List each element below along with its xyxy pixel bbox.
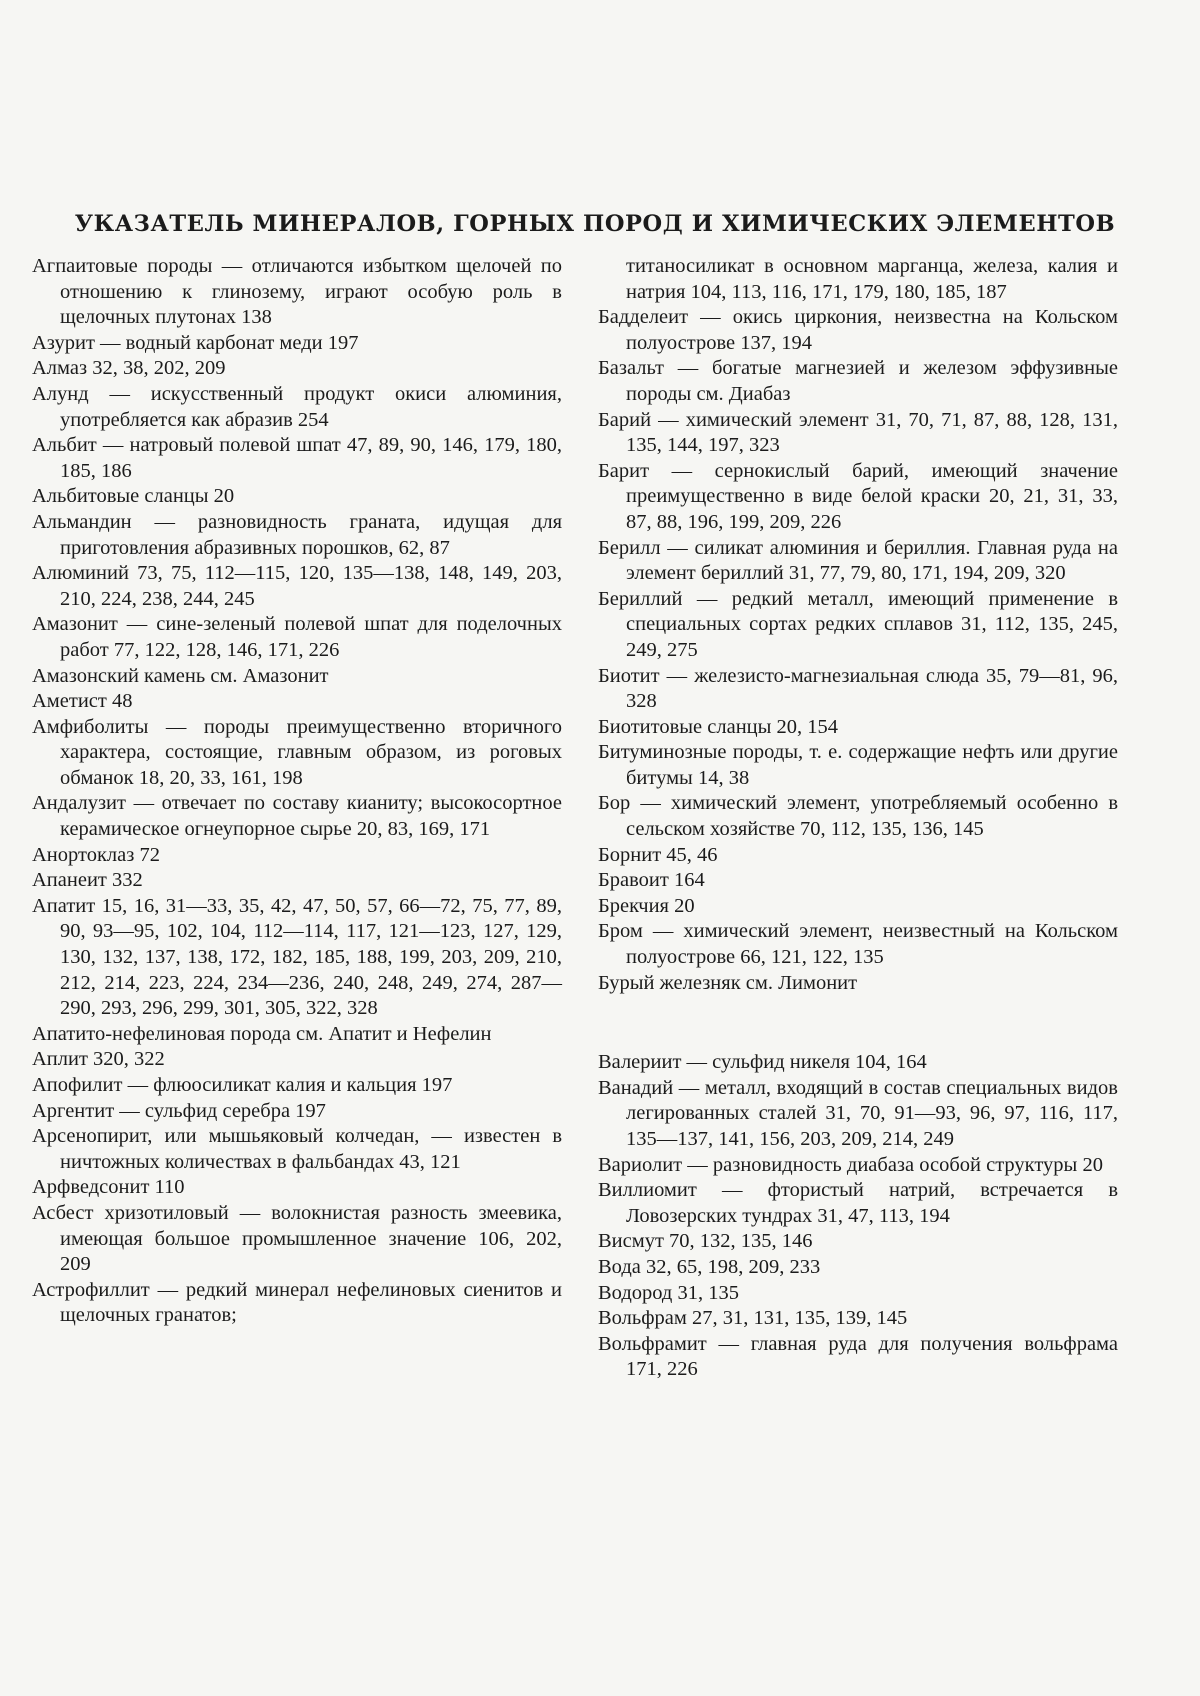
- index-entry: Агпаитовые породы — отличаются избытком щелочей по отношению к глинозему, играют особую роль в щелочных плутонах 138: [32, 255, 562, 329]
- index-entry-continuation: титаносиликат в основном марганца, железа, калия и натрия 104, 113, 116, 171, 179, 180, 185, 187: [626, 255, 1118, 303]
- index-section-v: [598, 1050, 1118, 1383]
- index-entry: Арсенопирит, или мышьяковый колчедан, — известен в ничтожных количествах в фальбандах 43, 121: [32, 1125, 562, 1173]
- index-entry: Водород 31, 135: [598, 1281, 739, 1304]
- index-entry: Барит — сернокислый барий, имеющий значение преимущественно в виде белой краски 20, 21, 31, 33, 87, 88, 196, 199, 209, 226: [598, 459, 1118, 533]
- index-entry: Виллиомит — фтористый натрий, встречается в Ловозерских тундрах 31, 47, 113, 194: [598, 1179, 1118, 1227]
- index-entry: Висмут 70, 132, 135, 146: [598, 1230, 813, 1253]
- index-entry: Бурый железняк см. Лимонит: [598, 971, 858, 994]
- index-entry: Барий — химический элемент 31, 70, 71, 87, 88, 128, 131, 135, 144, 197, 323: [598, 408, 1118, 457]
- index-entry: Апофилит — флюосиликат калия и кальция 197: [32, 1074, 453, 1096]
- index-entry: Бром — химический элемент, неизвестный на Кольском полуострове 66, 121, 122, 135: [598, 920, 1118, 969]
- index-entry: Валериит — сульфид никеля 104, 164: [598, 1051, 927, 1074]
- index-entry: Апанеит 332: [32, 869, 143, 892]
- index-entry: Битуминозные породы, т. е. содержащие нефть или другие битумы 14, 38: [598, 741, 1118, 789]
- index-entry: Бадделеит — окись циркония, неизвестна на Кольском полуострове 137, 194: [598, 306, 1118, 354]
- page-title: УКАЗАТЕЛЬ МИНЕРАЛОВ, ГОРНЫХ ПОРОД И ХИМИЧЕСКИХ ЭЛЕМЕНТОВ: [74, 211, 1116, 237]
- section-gap: [598, 996, 1118, 1050]
- index-entry: Бравоит 164: [598, 869, 705, 892]
- index-entry: Альмандин — разновидность граната, идущая для приготовления абразивных порошков, 62, 87: [32, 510, 562, 559]
- index-entry: Анортоклаз 72: [32, 843, 160, 866]
- index-section-b: [598, 305, 1118, 996]
- index-entry: Андалузит — отвечает по составу кианиту; высокосортное керамическое огнеупорное сырье 20, 83, 169, 171: [32, 792, 562, 841]
- index-entry: Вольфрам 27, 31, 131, 135, 139, 145: [598, 1307, 908, 1330]
- index-entry: Биотитовые сланцы 20, 154: [598, 715, 839, 738]
- index-entry: Бериллий — редкий металл, имеющий применение в специальных сортах редких сплавов 31, 112, 135, 245, 249, 275: [598, 587, 1118, 661]
- index-entry: Аметист 48: [32, 690, 133, 713]
- index-entry: Вода 32, 65, 198, 209, 233: [598, 1255, 821, 1278]
- index-entry: Берилл — силикат алюминия и бериллия. Главная руда на элемент бериллий 31, 77, 79, 80, 171, 194, 209, 320: [598, 536, 1118, 585]
- index-entry: Астрофиллит — редкий минерал нефелиновых сиенитов и щелочных гранатов;: [32, 1278, 562, 1327]
- index-entry: Амазонский камень см. Амазонит: [32, 664, 329, 687]
- index-entry: Алмаз 32, 38, 202, 209: [32, 357, 226, 380]
- index-entry: Апатито-нефелиновая порода см. Апатит и Нефелин: [32, 1022, 492, 1045]
- index-entry: Апатит 15, 16, 31—33, 35, 42, 47, 50, 57, 66—72, 75, 77, 89, 90, 93—95, 102, 104, 112—114, 117, 121—123, 127, 129, 130, 132, 137, 138, 172, 182, 185, 188, 199, 203, 209, 210, 212, 214, 223, 224, 234—236, 240, 248, 249, 274, 287—290, 293, 296, 299, 301, 305, 322, 328: [32, 894, 562, 1020]
- index-entry: Аплит 320, 322: [32, 1048, 165, 1071]
- index-entry: Алюминий 73, 75, 112—115, 120, 135—138, 148, 149, 203, 210, 224, 238, 244, 245: [32, 562, 562, 610]
- index-entry: Асбест хризотиловый — волокнистая разность змеевика, имеющая большое промышленное значение 106, 202, 209: [32, 1201, 562, 1276]
- index-entry: Бор — химический элемент, употребляемый особенно в сельском хозяйстве 70, 112, 135, 136, 145: [598, 792, 1118, 841]
- index-entry: Вольфрамит — главная руда для получения вольфрама 171, 226: [598, 1332, 1118, 1381]
- index-entry: Амазонит — сине-зеленый полевой шпат для поделочных работ 77, 122, 128, 146, 171, 226: [32, 613, 562, 661]
- index-entry: Биотит — железисто-магнезиальная слюда 35, 79—81, 96, 328: [598, 664, 1118, 713]
- index-column-left: [32, 254, 562, 1329]
- index-entry: Базальт — богатые магнезией и железом эффузивные породы см. Диабаз: [598, 357, 1118, 405]
- index-entry: Амфиболиты — породы преимущественно вторичного характера, состоящие, главным образом, из роговых обманок 18, 20, 33, 161, 198: [32, 715, 562, 789]
- index-entry: Арфведсонит 110: [32, 1176, 185, 1199]
- index-entry: Аргентит — сульфид серебра 197: [32, 1099, 326, 1122]
- index-entry: Брекчия 20: [598, 894, 695, 917]
- index-entry: Вариолит — разновидность диабаза особой структуры 20: [598, 1153, 1103, 1176]
- index-entry: Альбит — натровый полевой шпат 47, 89, 90, 146, 179, 180, 185, 186: [32, 434, 562, 482]
- index-entry: Борнит 45, 46: [598, 843, 718, 866]
- index-column-right: [598, 254, 1118, 1383]
- index-entry: Азурит — водный карбонат меди 197: [32, 331, 359, 354]
- index-entry: Алунд — искусственный продукт окиси алюминия, употребляется как абразив 254: [32, 382, 562, 431]
- index-entry: Альбитовые сланцы 20: [32, 485, 235, 508]
- index-entry: Ванадий — металл, входящий в состав специальных видов легированных сталей 31, 70, 91—93, 96, 97, 116, 117, 135—137, 141, 156, 203, 209, 214, 249: [598, 1076, 1118, 1150]
